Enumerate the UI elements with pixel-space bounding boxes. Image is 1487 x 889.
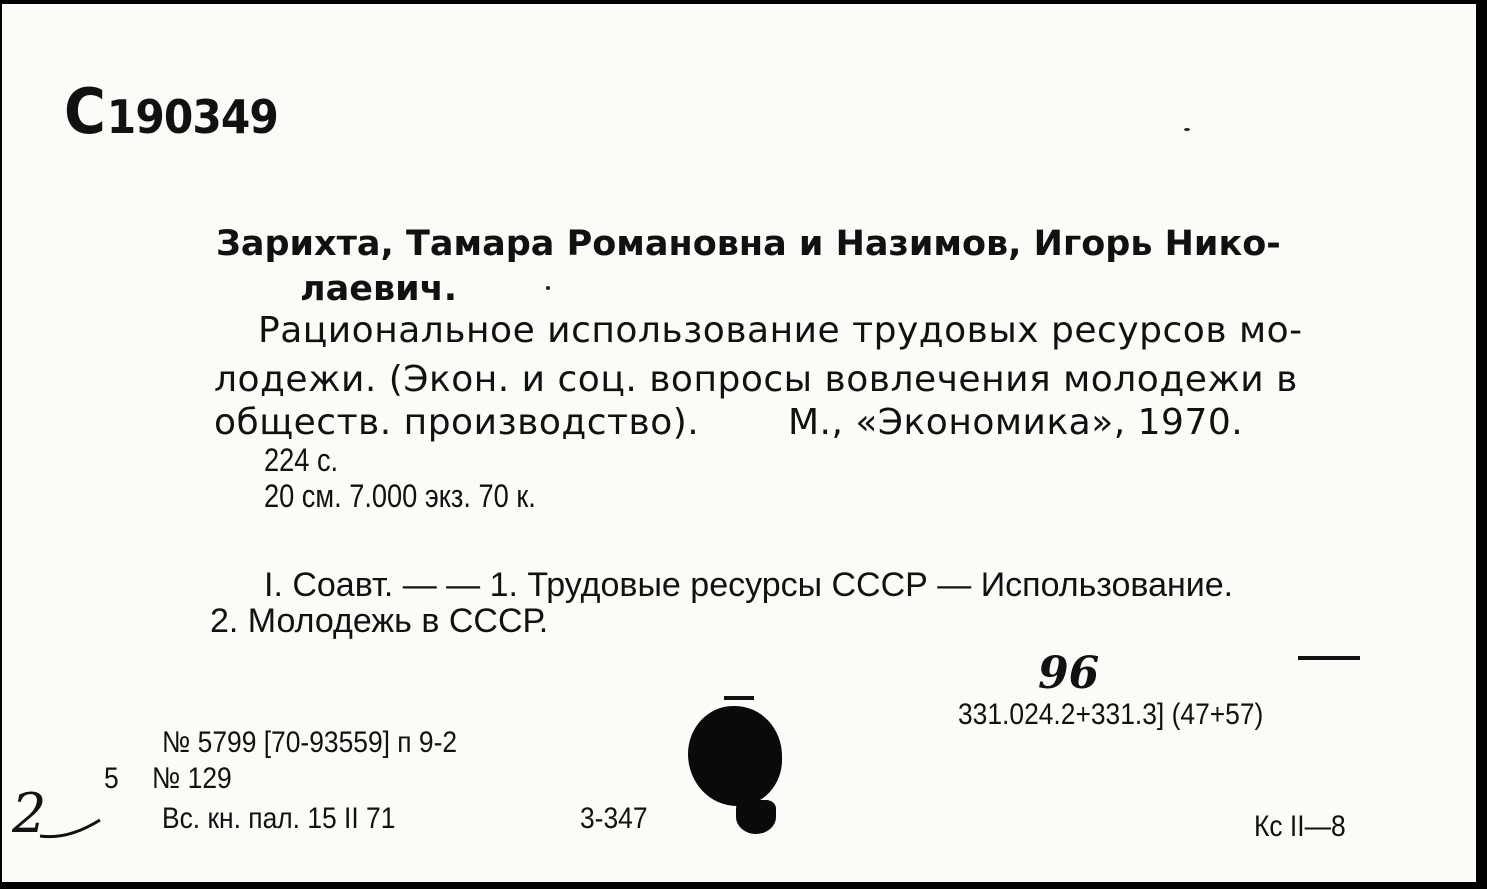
stamp-number: 190349 xyxy=(106,90,278,144)
subject-line-2: 2. Молодежь в СССР. xyxy=(210,602,549,640)
speck xyxy=(546,286,550,290)
stamp-prefix: С xyxy=(64,75,105,148)
catalog-card xyxy=(2,4,1476,882)
ink-blot xyxy=(688,706,782,806)
record-line-1: № 5799 [70-93559] п 9-2 xyxy=(162,726,458,759)
ink-blot-tail xyxy=(736,800,776,834)
handwritten-class: 96 xyxy=(1038,648,1100,699)
format-line: 20 см. 7.000 экз. 70 к. xyxy=(264,478,536,514)
title-line-3b: М., «Экономика», 1970. xyxy=(788,402,1244,443)
overline-mark xyxy=(1298,656,1360,660)
handwritten-mark: 2 xyxy=(12,782,47,845)
card-code: Кс II—8 xyxy=(1254,810,1346,843)
record-line-2-prefix: 5 xyxy=(104,762,119,795)
record-line-2: № 129 xyxy=(152,762,232,795)
title-line-1: Рациональное использование трудовых ресурсов мо- xyxy=(258,310,1303,351)
title-line-2: лодежи. (Экон. и соц. вопросы вовлечения молодежи в xyxy=(214,359,1298,400)
record-line-3a: Вс. кн. пал. 15 II 71 xyxy=(162,802,396,835)
subject-line-1: I. Соавт. — — 1. Трудовые ресурсы СССР — Использование. xyxy=(264,566,1234,604)
scan-edge xyxy=(1476,0,1487,889)
pages: 224 с. xyxy=(264,442,339,478)
inventory-stamp xyxy=(64,75,278,148)
author-line-1: Зарихта, Тамара Романовна и Назимов, Игорь Нико- xyxy=(216,224,1281,264)
handwritten-stroke xyxy=(38,816,102,842)
title-line-3a: обществ. производство). xyxy=(214,402,700,443)
ink-blot-top xyxy=(724,696,754,700)
author-line-2: лаевич. xyxy=(300,269,457,309)
speck xyxy=(1184,128,1190,131)
record-line-3b: 3-347 xyxy=(580,802,648,835)
classification-index: 331.024.2+331.3] (47+57) xyxy=(958,698,1264,731)
